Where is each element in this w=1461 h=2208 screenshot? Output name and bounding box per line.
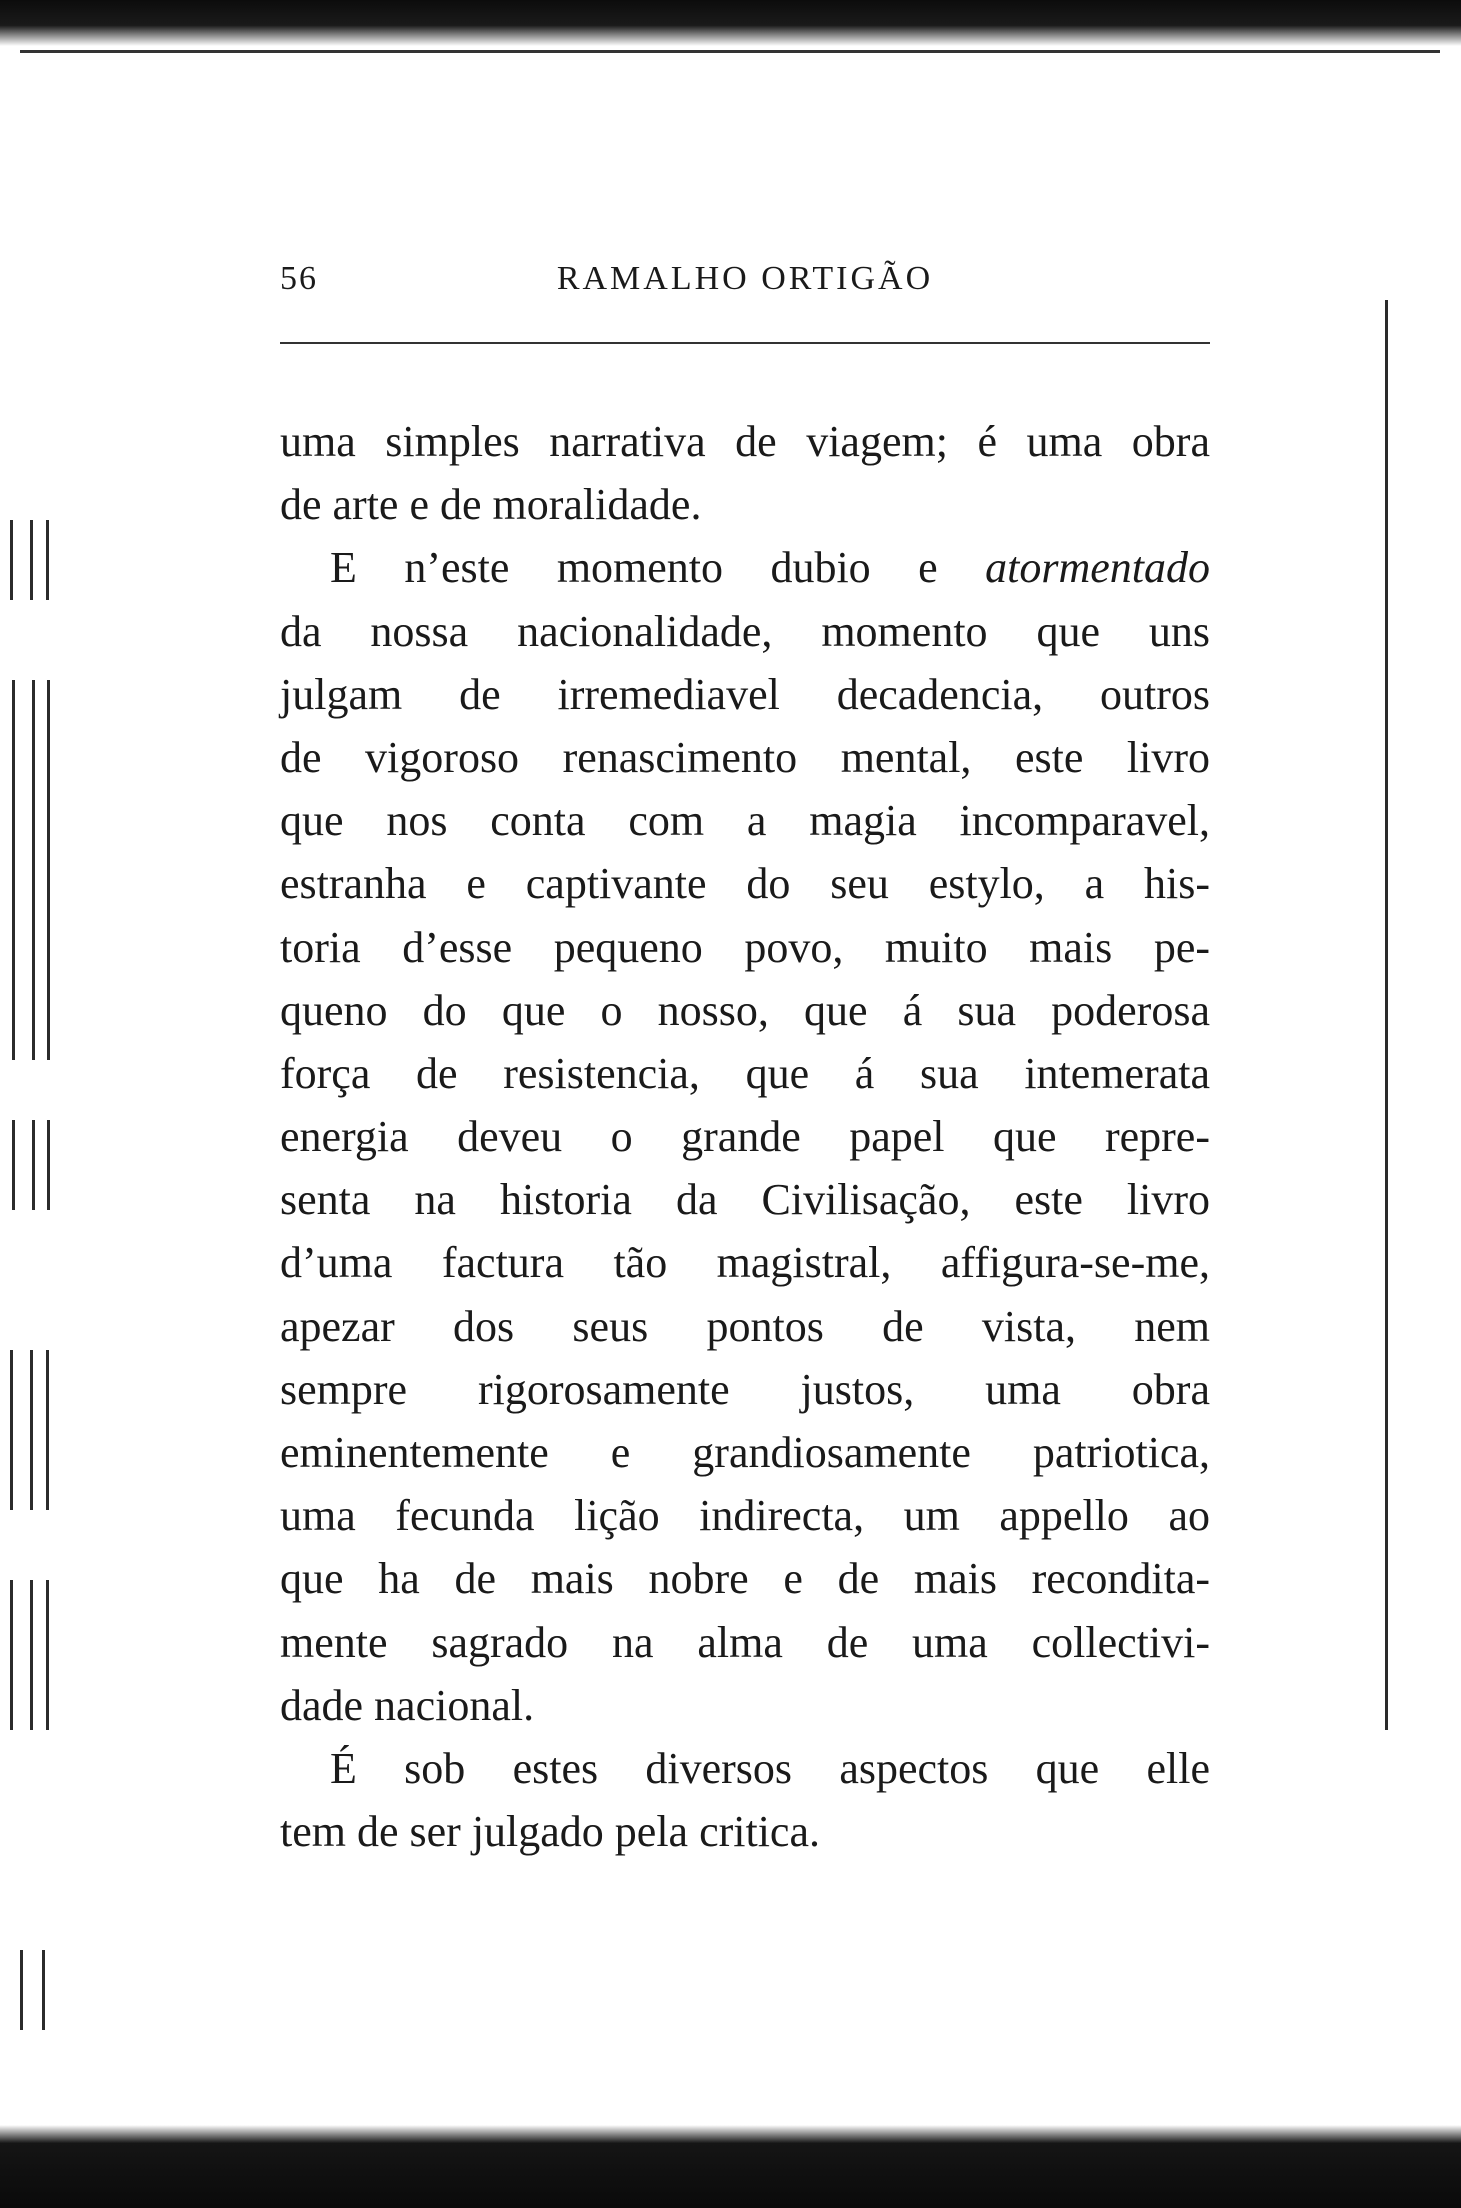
text-line: estranha e captivante do seu estylo, a his- [280, 859, 1210, 909]
running-head: RAMALHO ORTIGÃO [556, 260, 934, 297]
scan-top-line [20, 50, 1440, 53]
text-line: uma simples narrativa de viagem; é uma obra [280, 417, 1210, 466]
text-line: que ha de mais nobre e de mais recondita- [280, 1554, 1210, 1604]
scan-left-mark [0, 1350, 58, 1510]
scan-left-mark [0, 680, 58, 1060]
text-line: apezar dos seus pontos de vista, nem [280, 1301, 1210, 1351]
page-header [280, 250, 1210, 310]
scan-right-edge [1385, 300, 1388, 1730]
scan-left-mark [0, 520, 58, 600]
text-line: d’uma factura tão magistral, affigura-se-me, [280, 1238, 1210, 1288]
body-text [280, 410, 1210, 1863]
text-line: É sob estes diversos aspectos que elle [330, 1743, 1210, 1793]
scan-top-edge [0, 0, 1461, 46]
text-line: dade nacional. [280, 1680, 535, 1730]
text-line: uma fecunda lição indirecta, um appello ao [280, 1491, 1210, 1541]
text-line: tem de ser julgado pela critica. [280, 1807, 820, 1857]
text-line: força de resistencia, que á sua intemerata [280, 1048, 1210, 1098]
scan-left-mark [0, 1950, 58, 2030]
text-line: de vigoroso renascimento mental, este livro [280, 732, 1210, 782]
text-line [280, 536, 1210, 599]
page-number: 56 [280, 260, 318, 297]
text-line: sempre rigorosamente justos, uma obra [280, 1364, 1210, 1414]
scan-bottom-edge [0, 2125, 1461, 2208]
italic-word: atormentado [985, 543, 1210, 593]
header-rule [280, 342, 1210, 344]
text-line: da nossa nacionalidade, momento que uns [280, 606, 1210, 656]
book-page [280, 250, 1210, 1857]
text-line: eminentemente e grandiosamente patriotica, [280, 1428, 1210, 1477]
text-line: mente sagrado na alma de uma collectivi- [280, 1617, 1210, 1667]
text-segment: E n’este momento dubio e [330, 543, 938, 593]
text-line: queno do que o nosso, que á sua poderosa [280, 985, 1210, 1035]
scan-left-mark [0, 1580, 58, 1730]
text-line: toria d’esse pequeno povo, muito mais pe- [280, 922, 1210, 972]
text-line: senta na historia da Civilisação, este livro [280, 1175, 1210, 1225]
text-line: energia deveu o grande papel que repre- [280, 1112, 1210, 1162]
text-line: de arte e de moralidade. [280, 480, 702, 530]
scan-left-mark [0, 1120, 58, 1210]
text-line: que nos conta com a magia incomparavel, [280, 796, 1210, 846]
text-line: julgam de irremediavel decadencia, outros [280, 669, 1210, 719]
